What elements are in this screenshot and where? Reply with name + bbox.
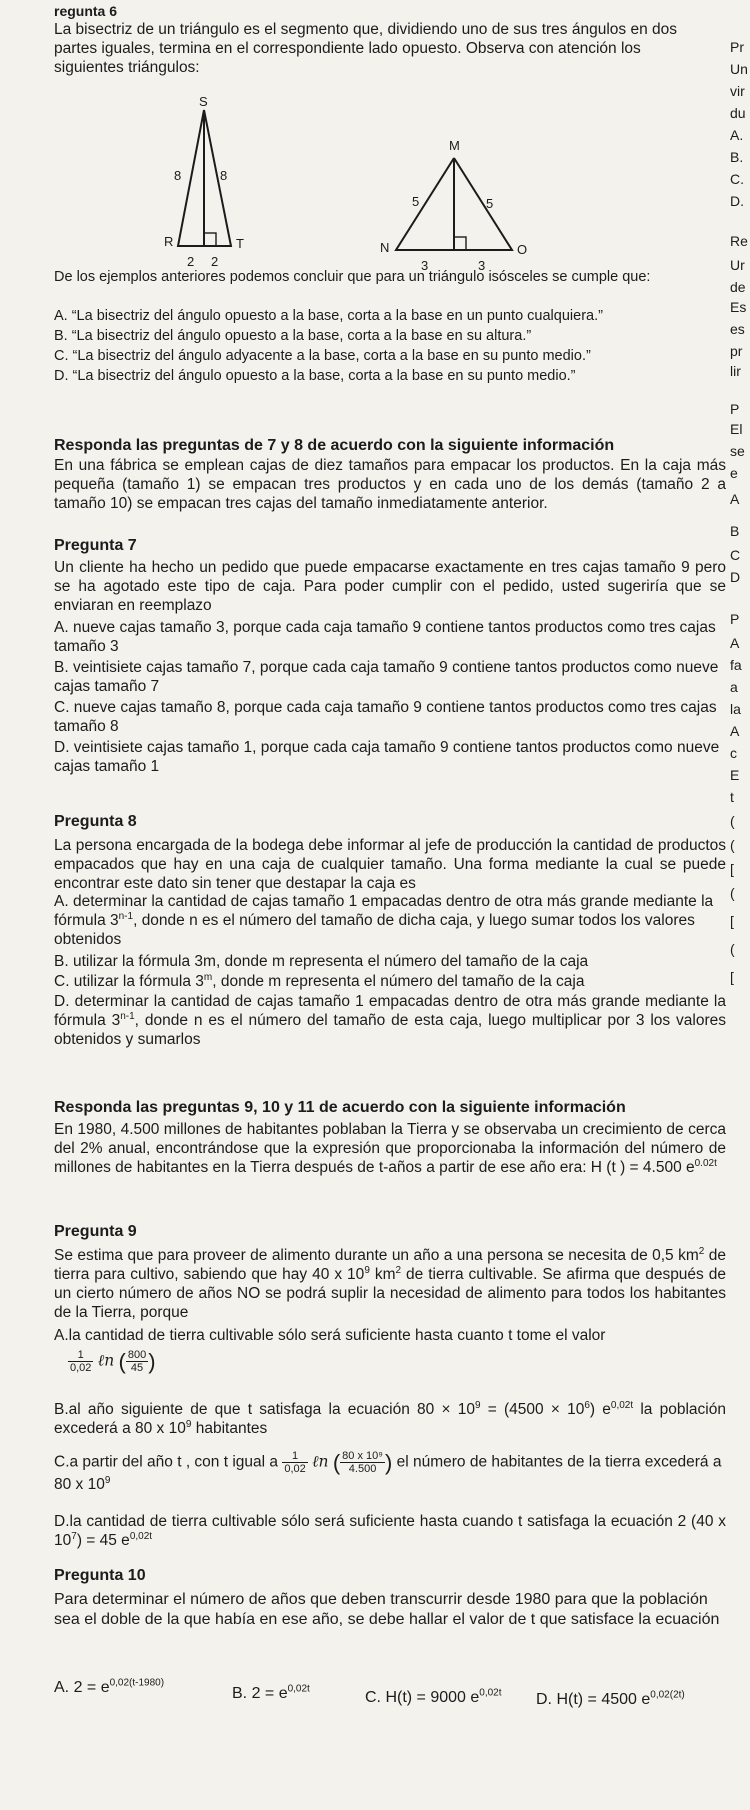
q7-title: Pregunta 7: [54, 537, 137, 554]
base-rx-label: 2: [187, 254, 195, 269]
triangle-diagrams: [54, 96, 726, 276]
q9-b-sup9a: 9: [474, 1399, 481, 1411]
right-frag-6: C.: [730, 171, 744, 187]
q9-d-sup7: 7: [71, 1530, 77, 1542]
q8-c-text1: C. utilizar la fórmula 3: [54, 973, 204, 990]
q6-options: [54, 306, 726, 386]
q9-sup-9: 9: [364, 1264, 370, 1276]
side-mn-label: 5: [412, 194, 420, 209]
q9-b-sup9b: 9: [185, 1418, 192, 1430]
q9-c-frac-num: 1: [282, 1450, 307, 1463]
q9-b-exp: 0,02t: [610, 1399, 634, 1411]
q7-option-b[interactable]: B. veintisiete cajas tamaño 7, porque cada caja tamaño 9 contiene tantos productos como nueve cajas tamaño 7: [54, 659, 719, 695]
q9-c-lparen: (: [332, 1450, 341, 1475]
q9-b-text5: habitantes: [191, 1420, 268, 1437]
q8-d-text2: , donde n es el número del tamaño de esta caja, luego multiplicar por 3 los valores obtenidos y sumarlos: [54, 1012, 726, 1048]
right-frag-33: (: [730, 837, 735, 853]
vertex-t: T: [236, 236, 244, 251]
right-frag-5: B.: [730, 149, 744, 165]
q9-option-c[interactable]: [54, 1450, 726, 1494]
right-frag-17: se: [730, 443, 745, 459]
q6-option-a[interactable]: A. “La bisectriz del ángulo opuesto a la base, corta a la base en un punto cualquiera.”: [54, 308, 603, 324]
q10-option-d[interactable]: [536, 1690, 685, 1709]
triangle-srt: [164, 96, 244, 269]
q6-title: regunta 6: [54, 3, 118, 19]
q9-stem-1: Se estima que para proveer de alimento durante un año a una persona se necesita de 0,5 km: [54, 1247, 699, 1264]
q10-d-text: D. H(t) = 4500 e: [536, 1691, 651, 1708]
right-frag-2: vir: [730, 83, 745, 99]
q10-b-text: B. 2 = e: [232, 1685, 288, 1702]
q9-b-text3: ) e: [589, 1401, 611, 1418]
q10-b-exp: 0,02t: [287, 1683, 310, 1695]
right-frag-15: P: [730, 401, 740, 417]
q9-b-sup6: 6: [584, 1399, 590, 1411]
side-mo-label: 5: [486, 196, 494, 211]
q9-stem: [54, 1246, 726, 1322]
right-frag-37: (: [730, 941, 735, 957]
right-frag-10: de: [730, 279, 746, 295]
q9-option-a[interactable]: [54, 1326, 726, 1374]
q9-c-sup9: 9: [104, 1474, 111, 1486]
q9-stem-4: de tierra cultivable. Se afirma que después de un cierto número de años NO se podrá suplir la necesidad de alimento para todos los habitantes de la Tierra, porque: [54, 1266, 727, 1321]
q6-option-c[interactable]: C. “La bisectriz del ángulo adyacente a la base, corta a la base en su punto medio.”: [54, 348, 591, 364]
vertex-o: O: [517, 242, 528, 257]
q8-title: Pregunta 8: [54, 813, 137, 830]
right-frag-32: (: [730, 813, 735, 829]
right-frag-1: Un: [730, 61, 748, 77]
right-frag-34: [: [730, 861, 734, 877]
vertex-m: M: [449, 138, 460, 153]
info-78-header: Responda las preguntas de 7 y 8 de acuerdo con la siguiente información: [54, 437, 615, 454]
right-frag-14: lir: [730, 363, 741, 379]
q9-a-frac-den: 0,02: [70, 1362, 92, 1374]
right-frag-38: [: [730, 969, 734, 985]
right-frag-23: P: [730, 611, 740, 627]
q9-d-text1: D.la cantidad de tierra cultivable sólo será suficiente hasta cuando t satisfaga la ecuación 2 (40 x 10: [54, 1513, 726, 1549]
q9-c-inner-frac: [340, 1450, 385, 1475]
q8-c-exp: m: [203, 971, 213, 983]
q9-option-b[interactable]: [54, 1400, 726, 1438]
q9-b-text4: la población excederá a 80 x 10: [54, 1401, 726, 1437]
right-frag-36: [: [730, 913, 734, 929]
side-st-label: 8: [220, 168, 228, 183]
info-911-body: En 1980, 4.500 millones de habitantes poblaban la Tierra y se observaba un crecimiento de cerca del 2% anual, encontrándose que la expresión que proporcionaba la información del número de millones de habitantes en la Tierra después de t-años a partir de ese año era: H (t ) = 4.500 e: [54, 1121, 726, 1176]
base-xt-label: 2: [211, 254, 219, 269]
q8-stem: La persona encargada de la bodega debe informar al jefe de producción la cantidad de productos empacados que hay en una caja de cualquier tamaño. Una forma mediante la cual se puede encontrar este dato sin tener que destapar la caja es: [54, 837, 726, 892]
info-911-text: [54, 1120, 726, 1177]
right-frag-35: (: [730, 885, 735, 901]
q9-sup-2b: 2: [395, 1264, 402, 1276]
q8-d-exp: n-1: [120, 1010, 135, 1022]
q7-option-d[interactable]: D. veintisiete cajas tamaño 1, porque cada caja tamaño 9 contiene tantos productos como nueve cajas tamaño 1: [54, 739, 720, 775]
q9-a-inner-den: 45: [130, 1362, 144, 1374]
right-frag-29: c: [730, 745, 737, 761]
q10-a-text: A. 2 = e: [54, 1679, 110, 1696]
right-frag-16: El: [730, 421, 743, 437]
right-frag-28: A: [730, 723, 740, 739]
vertex-s: S: [199, 96, 208, 109]
q7-option-a[interactable]: A. nueve cajas tamaño 3, porque cada caja tamaño 9 contiene tantos productos como tres cajas tamaño 3: [54, 619, 716, 655]
q6-intro: La bisectriz de un triángulo es el segmento que, dividiendo uno de sus tres ángulos en dos partes iguales, termina en el correspondiente lado opuesto. Observa con atención los siguientes triángulos:: [54, 21, 677, 76]
right-frag-0: Pr: [730, 39, 744, 55]
right-frag-24: A: [730, 635, 740, 651]
right-frag-25: fa: [730, 657, 742, 673]
q10-d-exp: 0,02(2t): [650, 1689, 685, 1701]
q6-option-b[interactable]: B. “La bisectriz del ángulo opuesto a la base, corta a la base en su altura.”: [54, 328, 532, 344]
q9-a-ln: ℓn: [97, 1351, 115, 1370]
q9-b-text1: B.al año siguiente de que t satisfaga la ecuación 80 × 10: [54, 1401, 475, 1418]
q9-c-inner-num: 80 x 10⁹: [342, 1450, 383, 1462]
q9-d-text2: ) = 45 e: [76, 1532, 130, 1549]
q9-sup-2a: 2: [698, 1245, 705, 1257]
q9-c-ln: ℓn: [312, 1452, 329, 1471]
q6-option-d[interactable]: D. “La bisectriz del ángulo opuesto a la base, corta a la base en su punto medio.”: [54, 368, 576, 384]
q9-c-frac-den: 0,02: [284, 1463, 306, 1475]
q8-a-text1: A. determinar la cantidad de cajas tamaño 1 empacadas dentro de otra más grande mediante la fórmula 3: [54, 893, 714, 929]
base-xo-label: 3: [478, 258, 486, 273]
q10-option-b[interactable]: [232, 1684, 310, 1703]
q9-c-frac: [282, 1450, 307, 1475]
right-frag-12: es: [730, 321, 745, 337]
q9-a-frac: [68, 1349, 93, 1374]
triangle-mno: [380, 138, 527, 273]
q8-a-exp: n-1: [118, 910, 134, 922]
info-911-exp: 0.02t: [694, 1157, 717, 1169]
right-frag-26: a: [730, 679, 738, 695]
q10-c-text: C. H(t) = 9000 e: [365, 1689, 480, 1706]
q9-c-rparen: ): [384, 1450, 393, 1475]
q8-a-text2: , donde n es el número del tamaño de dicha caja, y luego sumar todos los valores obtenidos: [54, 912, 695, 948]
q9-stem-3: km: [369, 1266, 396, 1283]
q10-stem: Para determinar el número de años que deben transcurrir desde 1980 para que la población sea el doble de la que había en ese año, se debe hallar el valor de t que satisface la ecuación: [54, 1591, 720, 1628]
right-frag-21: C: [730, 547, 741, 563]
right-frag-11: Es: [730, 299, 747, 315]
info-911-header: Responda las preguntas 9, 10 y 11 de acuerdo con la siguiente información: [54, 1099, 626, 1116]
right-frag-19: A: [730, 491, 740, 507]
q9-a-formula: [54, 1349, 156, 1374]
right-frag-4: A.: [730, 127, 744, 143]
right-frag-13: pr: [730, 343, 743, 359]
q9-option-d[interactable]: [54, 1512, 726, 1550]
q9-c-text2: el número de habitantes de la tierra excederá a 80 x 10: [54, 1453, 722, 1493]
q9-title: Pregunta 9: [54, 1223, 137, 1240]
right-frag-7: D.: [730, 193, 744, 209]
q8-c-text2: , donde m representa el número del tamaño de la caja: [212, 973, 585, 990]
vertex-n: N: [380, 240, 390, 255]
q8-option-d[interactable]: [54, 992, 726, 1052]
q7-option-c[interactable]: C. nueve cajas tamaño 8, porque cada caja tamaño 9 contiene tantos productos como tres cajas tamaño 8: [54, 699, 717, 735]
q8-options: [54, 892, 726, 1052]
q6-conclusion: De los ejemplos anteriores podemos concluir que para un triángulo isósceles se cumple que:: [54, 269, 651, 285]
q10-option-c[interactable]: [365, 1688, 502, 1707]
q10-title: Pregunta 10: [54, 1567, 146, 1584]
q8-option-c[interactable]: [54, 972, 726, 992]
vertex-r: R: [164, 234, 174, 249]
right-frag-31: t: [730, 789, 734, 805]
right-frag-8: Re: [730, 233, 748, 249]
q9-a-inner-num: 800: [127, 1349, 147, 1361]
q9-b-text2: = (4500 × 10: [480, 1401, 585, 1418]
right-frag-18: e: [730, 465, 738, 481]
info-78-text: En una fábrica se emplean cajas de diez tamaños para empacar los productos. En la caja más pequeña (tamaño 1) se empacan tres productos y en cada uno de los demás (tamaño 2 a tamaño 10) se empacan tres cajas del tamaño inmediatamente anterior.: [54, 457, 726, 512]
q9-c-inner-den: 4.500: [348, 1463, 377, 1475]
q8-option-a[interactable]: [54, 892, 726, 952]
right-frag-9: Ur: [730, 257, 745, 273]
q9-a-frac-num: 1: [68, 1349, 93, 1362]
right-column-fragments: [726, 0, 750, 1810]
right-frag-20: B: [730, 523, 740, 539]
right-frag-27: la: [730, 701, 741, 717]
right-frag-30: E: [730, 767, 740, 783]
q9-d-exp: 0,02t: [129, 1530, 153, 1542]
q7-options: [54, 618, 726, 778]
q10-c-exp: 0,02t: [479, 1687, 502, 1699]
q9-stem-2: de tierra para cultivo, sabiendo que hay 40 x 10: [54, 1247, 726, 1283]
right-frag-22: D: [730, 569, 741, 585]
q7-stem: Un cliente ha hecho un pedido que puede empacarse exactamente en tres cajas tamaño 9 pero se ha agotado este tipo de caja. Para poder cumplir con el pedido, usted sugeriría que se enviaran en reemplazo: [54, 559, 726, 614]
q9-a-inner-frac: [126, 1349, 148, 1374]
side-sr-label: 8: [174, 168, 182, 183]
q9-a-text: A.la cantidad de tierra cultivable sólo será suficiente hasta cuanto t tome el valor: [54, 1327, 606, 1344]
q10-a-exp: 0,02(t-1980): [109, 1677, 165, 1689]
q9-a-lparen: (: [118, 1349, 126, 1374]
q10-option-a[interactable]: [54, 1678, 164, 1697]
right-frag-3: du: [730, 105, 746, 121]
q9-a-rparen: ): [148, 1349, 156, 1374]
q8-option-b[interactable]: B. utilizar la fórmula 3m, donde m representa el número del tamaño de la caja: [54, 953, 589, 970]
q9-c-text1: C.a partir del año t , con t igual a: [54, 1453, 279, 1471]
q8-d-text1: D. determinar la cantidad de cajas tamaño 1 empacadas dentro de otra más grande mediante la fórmula 3: [54, 993, 726, 1029]
base-nx-label: 3: [421, 258, 429, 273]
